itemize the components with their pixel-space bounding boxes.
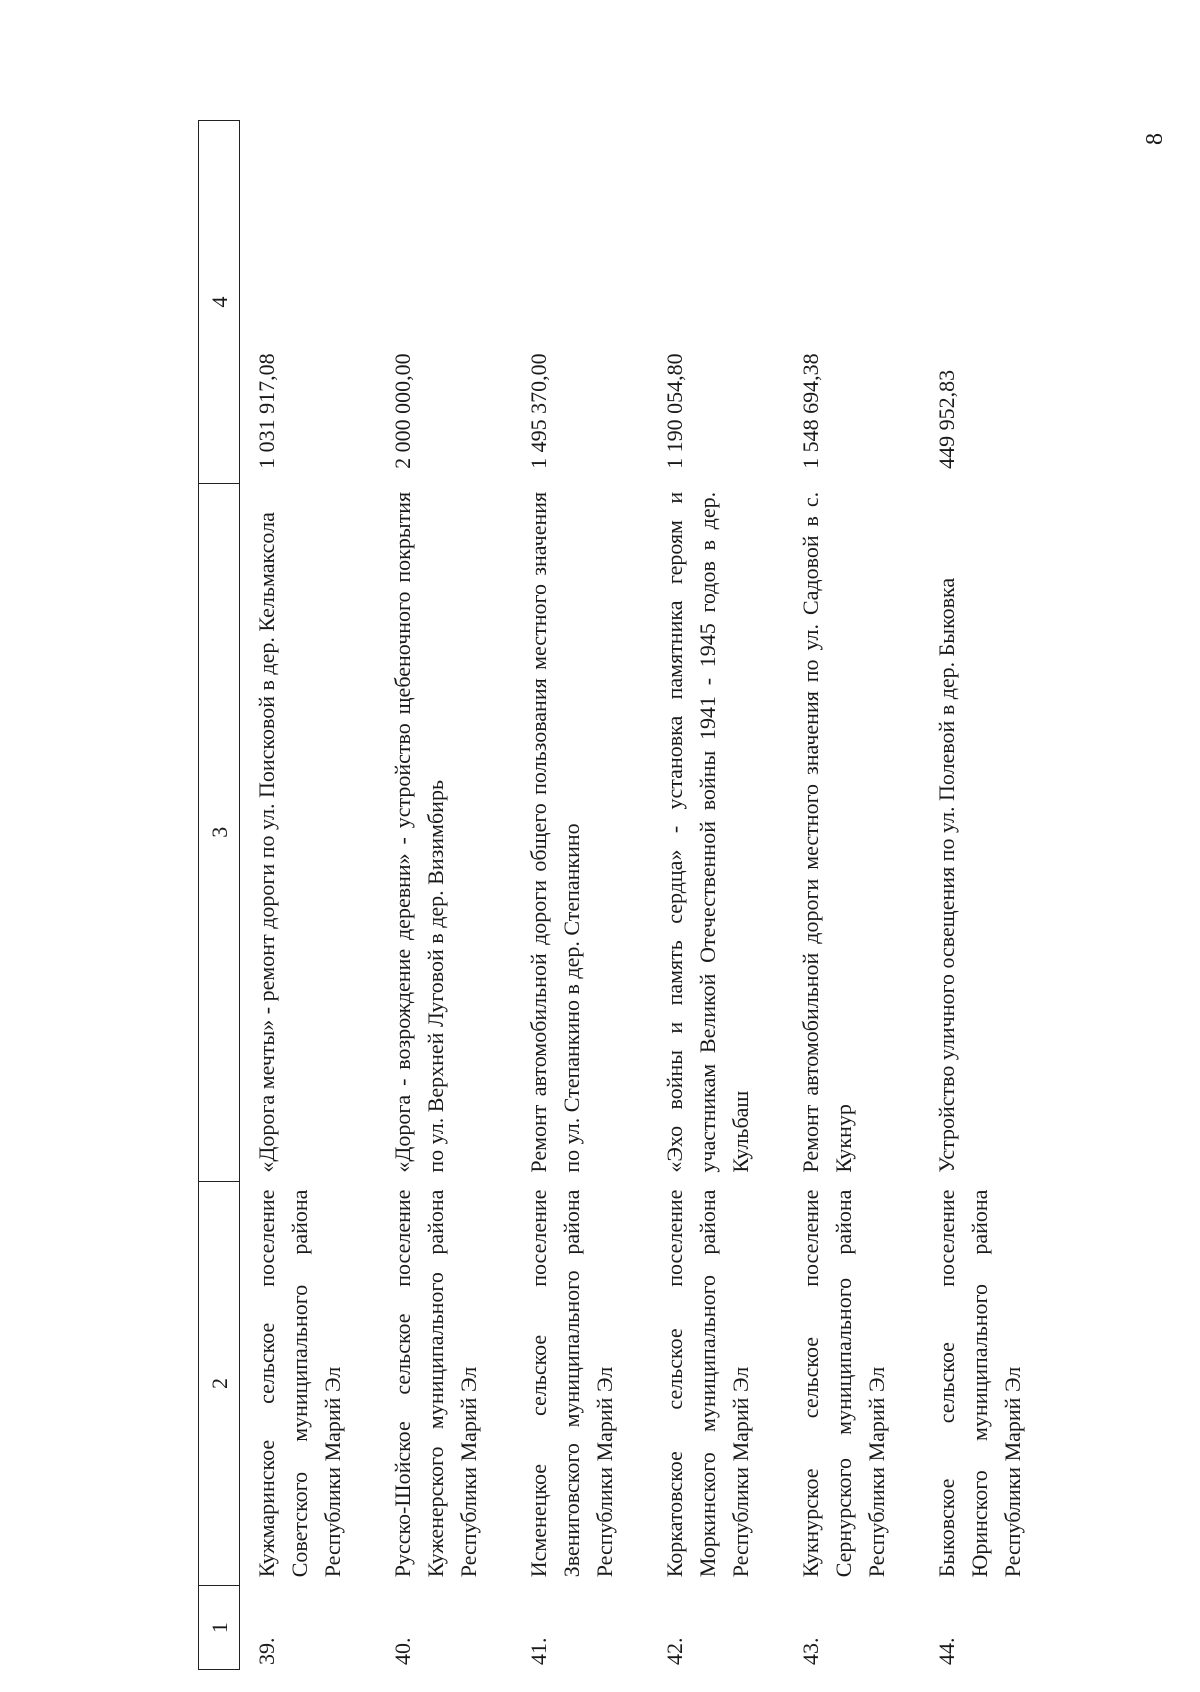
settlement-name: Исменецкое сельское поселение Звениговского муниципального района Республики Марий Эл [526, 1189, 617, 1578]
rotated-page-content [198, 120, 1200, 1670]
amount: 1 495 370,00 [526, 353, 551, 469]
row-number: 40. [390, 1637, 415, 1665]
settlement-name: Быковское сельское поселение Юринского муниципального района Республики Марий Эл [934, 1189, 1025, 1578]
row-number: 44. [934, 1637, 959, 1665]
settlement-name: Кукнурское сельское поселение Сернурского муниципального района Республики Марий Эл [798, 1189, 889, 1578]
table-header-row [199, 121, 240, 1670]
project-description: Устройство уличного освещения по ул. Полевой в дер. Быковка [934, 577, 959, 1173]
row-number: 42. [662, 1637, 687, 1665]
project-description: Ремонт автомобильной дороги местного значения по ул. Садовой в с. Кукнур [798, 491, 856, 1173]
project-description: «Дорога мечты» - ремонт дороги по ул. Поисковой в дер. Кельмаксола [254, 512, 279, 1173]
table-row [240, 121, 377, 1670]
amount: 449 952,83 [934, 369, 959, 469]
table-row [920, 121, 1056, 1670]
amount: 2 000 000,00 [390, 353, 415, 469]
amount: 1 031 917,08 [254, 353, 279, 469]
column-header-3: 3 [199, 483, 240, 1181]
projects-table [198, 120, 1056, 1670]
table-row [376, 121, 512, 1670]
settlement-name: Коркатовское сельское поселение Моркинского муниципального района Республики Марий Эл [662, 1189, 753, 1578]
settlement-name: Кужмаринское сельское поселение Советского муниципального района Республики Марий Эл [254, 1189, 345, 1578]
amount: 1 548 694,38 [798, 353, 823, 469]
row-number: 39. [254, 1637, 279, 1665]
column-header-4: 4 [199, 121, 240, 484]
column-header-2: 2 [199, 1181, 240, 1586]
page-number: 8 [1142, 133, 1168, 145]
project-description: «Эхо войны и память сердца» - установка памятника героям и участникам Великой Отечественной войны 1941 - 1945 годов в дер. Кульбаш [662, 491, 753, 1173]
amount: 1 190 054,80 [662, 353, 687, 469]
table-row [512, 121, 648, 1670]
row-number: 41. [526, 1637, 551, 1665]
column-header-1: 1 [199, 1586, 240, 1670]
settlement-name: Русско-Шойское сельское поселение Куженерского муниципального района Республики Марий Эл [390, 1189, 481, 1578]
table-row [648, 121, 784, 1670]
project-description: «Дорога - возрождение деревни» - устройство щебеночного покрытия по ул. Верхней Луговой в дер. Визимбирь [390, 491, 448, 1173]
row-number: 43. [798, 1637, 823, 1665]
table-row [784, 121, 920, 1670]
project-description: Ремонт автомобильной дороги общего пользования местного значения по ул. Степанкино в дер. Степанкино [526, 491, 584, 1173]
